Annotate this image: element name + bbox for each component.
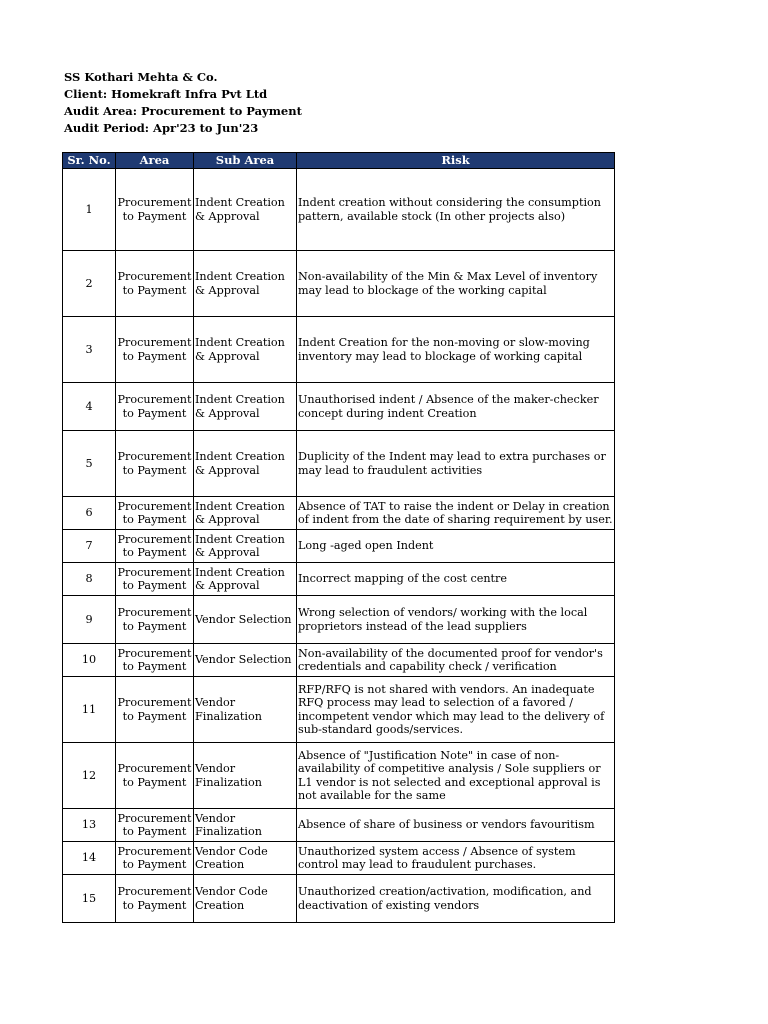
cell-sr-no: 6 bbox=[63, 497, 116, 530]
cell-sub-area: Vendor Finalization bbox=[194, 743, 297, 809]
cell-sub-area: Indent Creation & Approval bbox=[194, 169, 297, 251]
cell-risk: Wrong selection of vendors/ working with the local proprietors instead of the lead suppliers bbox=[297, 596, 615, 644]
cell-sr-no: 4 bbox=[63, 383, 116, 431]
table-row bbox=[63, 530, 615, 563]
cell-risk: Absence of TAT to raise the indent or Delay in creation of indent from the date of sharing requirement by user. bbox=[297, 497, 615, 530]
table-row bbox=[63, 563, 615, 596]
cell-sr-no: 12 bbox=[63, 743, 116, 809]
cell-sr-no: 14 bbox=[63, 842, 116, 875]
cell-area: Procurement to Payment bbox=[116, 169, 194, 251]
cell-sub-area: Vendor Finalization bbox=[194, 677, 297, 743]
cell-sr-no: 1 bbox=[63, 169, 116, 251]
cell-sub-area: Indent Creation & Approval bbox=[194, 530, 297, 563]
column-header-area: Area bbox=[116, 153, 194, 169]
cell-sub-area: Vendor Code Creation bbox=[194, 875, 297, 923]
cell-risk: Unauthorized system access / Absence of system control may lead to fraudulent purchases. bbox=[297, 842, 615, 875]
cell-sub-area: Vendor Finalization bbox=[194, 809, 297, 842]
column-header-risk: Risk bbox=[297, 153, 615, 169]
table-row bbox=[63, 743, 615, 809]
cell-sr-no: 9 bbox=[63, 596, 116, 644]
table-row bbox=[63, 677, 615, 743]
table-row bbox=[63, 809, 615, 842]
cell-sub-area: Indent Creation & Approval bbox=[194, 251, 297, 317]
cell-sub-area: Indent Creation & Approval bbox=[194, 431, 297, 497]
cell-sub-area: Indent Creation & Approval bbox=[194, 317, 297, 383]
cell-sr-no: 2 bbox=[63, 251, 116, 317]
table-row bbox=[63, 251, 615, 317]
audit-period: Audit Period: Apr'23 to Jun'23 bbox=[64, 121, 259, 135]
client-name: Client: Homekraft Infra Pvt Ltd bbox=[64, 87, 268, 101]
table-header-row bbox=[63, 153, 615, 169]
table-row bbox=[63, 596, 615, 644]
table-row bbox=[63, 431, 615, 497]
cell-sub-area: Indent Creation & Approval bbox=[194, 383, 297, 431]
cell-risk: RFP/RFQ is not shared with vendors. An inadequate RFQ process may lead to selection of a favored / incompetent vendor which may lead to the delivery of sub-standard goods/services. bbox=[297, 677, 615, 743]
cell-area: Procurement to Payment bbox=[116, 677, 194, 743]
cell-area: Procurement to Payment bbox=[116, 875, 194, 923]
cell-area: Procurement to Payment bbox=[116, 251, 194, 317]
cell-area: Procurement to Payment bbox=[116, 383, 194, 431]
cell-sub-area: Indent Creation & Approval bbox=[194, 563, 297, 596]
table-row bbox=[63, 497, 615, 530]
cell-area: Procurement to Payment bbox=[116, 644, 194, 677]
table-row bbox=[63, 169, 615, 251]
cell-area: Procurement to Payment bbox=[116, 317, 194, 383]
cell-area: Procurement to Payment bbox=[116, 497, 194, 530]
table-row bbox=[63, 842, 615, 875]
cell-area: Procurement to Payment bbox=[116, 842, 194, 875]
table-row bbox=[63, 317, 615, 383]
cell-sub-area: Vendor Selection bbox=[194, 596, 297, 644]
cell-area: Procurement to Payment bbox=[116, 431, 194, 497]
table-body bbox=[63, 169, 615, 923]
cell-sr-no: 11 bbox=[63, 677, 116, 743]
cell-risk: Unauthorized creation/activation, modification, and deactivation of existing vendors bbox=[297, 875, 615, 923]
cell-sr-no: 7 bbox=[63, 530, 116, 563]
cell-sr-no: 3 bbox=[63, 317, 116, 383]
cell-sub-area: Vendor Code Creation bbox=[194, 842, 297, 875]
document-header bbox=[64, 69, 302, 137]
cell-sub-area: Vendor Selection bbox=[194, 644, 297, 677]
cell-area: Procurement to Payment bbox=[116, 809, 194, 842]
cell-risk: Absence of share of business or vendors favouritism bbox=[297, 809, 615, 842]
cell-area: Procurement to Payment bbox=[116, 563, 194, 596]
cell-risk: Long -aged open Indent bbox=[297, 530, 615, 563]
cell-sr-no: 8 bbox=[63, 563, 116, 596]
cell-sub-area: Indent Creation & Approval bbox=[194, 497, 297, 530]
table-row bbox=[63, 875, 615, 923]
cell-sr-no: 5 bbox=[63, 431, 116, 497]
cell-risk: Absence of "Justification Note" in case of non-availability of competitive analysis / Sole suppliers or L1 vendor is not selected and exceptional approval is not available for the same bbox=[297, 743, 615, 809]
column-header-sub-area: Sub Area bbox=[194, 153, 297, 169]
audit-area: Audit Area: Procurement to Payment bbox=[64, 104, 302, 118]
cell-risk: Non-availability of the documented proof for vendor's credentials and capability check / verification bbox=[297, 644, 615, 677]
cell-area: Procurement to Payment bbox=[116, 530, 194, 563]
cell-risk: Non-availability of the Min & Max Level of inventory may lead to blockage of the working capital bbox=[297, 251, 615, 317]
table-row bbox=[63, 644, 615, 677]
firm-name: SS Kothari Mehta & Co. bbox=[64, 70, 218, 84]
cell-risk: Unauthorised indent / Absence of the maker-checker concept during indent Creation bbox=[297, 383, 615, 431]
cell-risk: Duplicity of the Indent may lead to extra purchases or may lead to fraudulent activities bbox=[297, 431, 615, 497]
cell-area: Procurement to Payment bbox=[116, 596, 194, 644]
cell-sr-no: 10 bbox=[63, 644, 116, 677]
cell-sr-no: 15 bbox=[63, 875, 116, 923]
table-row bbox=[63, 383, 615, 431]
column-header-sr-no: Sr. No. bbox=[63, 153, 116, 169]
cell-risk: Indent Creation for the non-moving or slow-moving inventory may lead to blockage of working capital bbox=[297, 317, 615, 383]
cell-sr-no: 13 bbox=[63, 809, 116, 842]
cell-area: Procurement to Payment bbox=[116, 743, 194, 809]
cell-risk: Indent creation without considering the consumption pattern, available stock (In other projects also) bbox=[297, 169, 615, 251]
cell-risk: Incorrect mapping of the cost centre bbox=[297, 563, 615, 596]
risk-table bbox=[62, 152, 615, 923]
